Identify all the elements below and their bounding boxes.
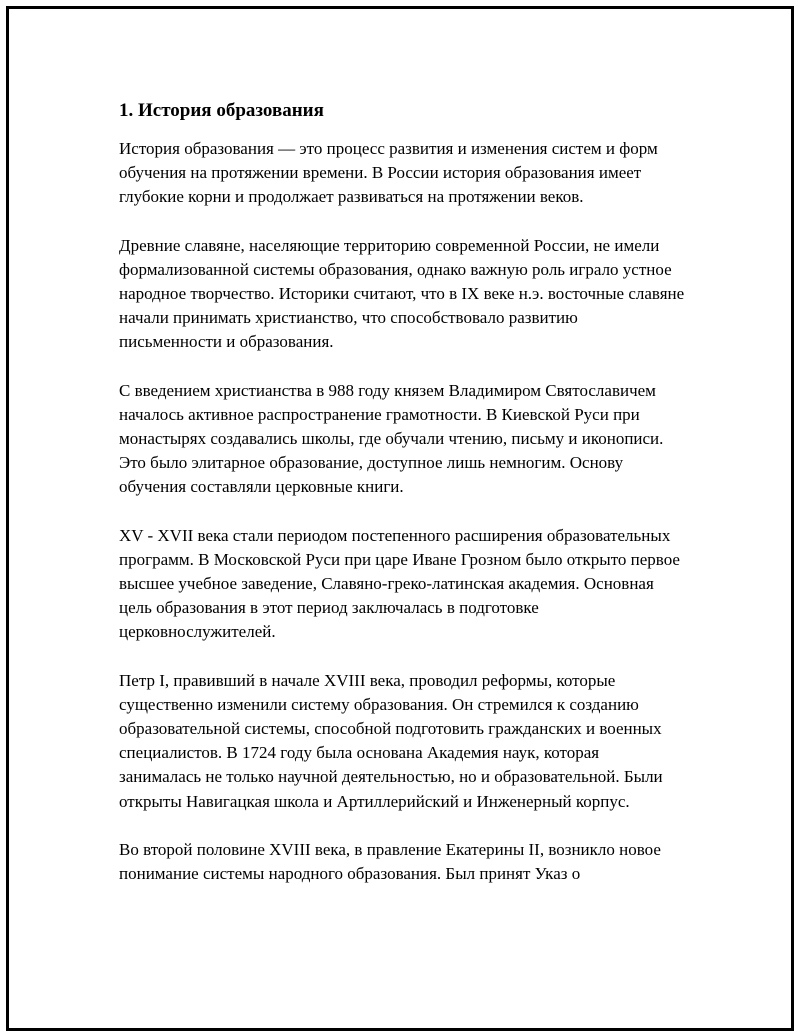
paragraph-2: Древние славяне, населяющие территорию современной России, не имели формализованной системы образования, однако важную роль играло устное народное творчество. Историки считают, что в IX веке н.э. восточные славяне начали принимать христианство, что способствовало развитию письменности и образования. [119, 235, 685, 352]
paragraph-1: История образования — это процесс развития и изменения систем и форм обучения на протяжении времени. В России история образования имеет глубокие корни и продолжает развиваться на протяжении веков. [119, 139, 658, 207]
paragraph-5: Петр I, правивший в начале XVIII века, проводил реформы, которые существенно изменили систему образования. Он стремился к созданию образовательной системы, способной подготовить гражданских и военных специалистов. В 1724 году была основана Академия наук, которая занималась не только научной деятельностью, но и образовательной. Были открыты Навигацкая школа и Артиллерийский и Инженерный корпус. [119, 670, 663, 811]
document-body [119, 99, 685, 910]
paragraph-6: Во второй половине XVIII века, в правление Екатерины II, возникло новое понимание системы народного образования. Был принят Указ о [119, 839, 661, 884]
page [6, 6, 794, 1031]
section-title: 1. История образования [119, 100, 324, 121]
paragraph-4: XV - XVII века стали периодом постепенного расширения образовательных программ. В Московской Руси при царе Иване Грозном было открыто первое высшее учебное заведение, Славяно-греко-латинская академия. Основная цель образования в этот период заключалась в подготовке церковнослужителей. [119, 525, 680, 642]
paragraph-3: С введением христианства в 988 году князем Владимиром Святославичем началось активное распространение грамотности. В Киевской Руси при монастырях создавались школы, где обучали чтению, письму и иконописи. Это было элитарное образование, доступное лишь немногим. Основу обучения составляли церковные книги. [119, 380, 664, 497]
